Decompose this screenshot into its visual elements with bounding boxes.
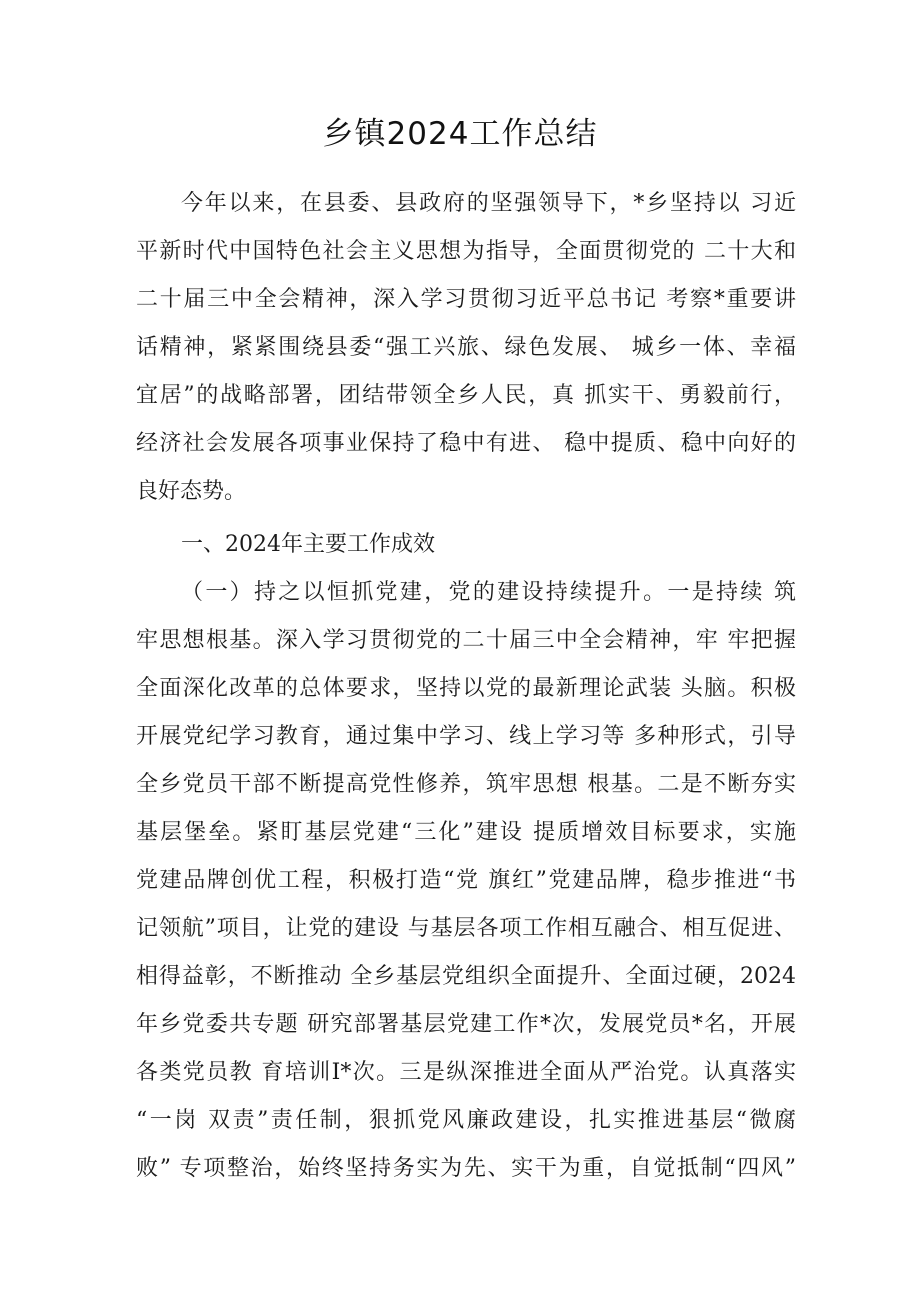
paragraph-line: 经济社会发展各项事业保持了稳中有进、 稳中提质、稳中向好的 bbox=[136, 431, 796, 456]
paragraph-line: 开展党纪学习教育，通过集中学习、线上学习等 多种形式，引导 bbox=[136, 724, 796, 749]
paragraph-line: 话精神，紧紧围绕县委“强工兴旅、绿色发展、 城乡一体、幸福 bbox=[136, 335, 796, 360]
paragraph-line: 良好态势。 bbox=[136, 479, 247, 504]
paragraph-line: “一岗 双责”责任制，狠抓党风廉政建设，扎实推进基层“微腐 bbox=[136, 1108, 796, 1133]
paragraph-line: 牢思想根基。深入学习贯彻党的二十届三中全会精神，牢 牢把握 bbox=[136, 628, 796, 653]
paragraph-line: 败” 专项整治，始终坚持务实为先、实干为重，自觉抵制“四风” bbox=[136, 1156, 796, 1181]
paragraph-line: 相得益彰，不断推动 全乡基层党组织全面提升、全面过硬，2024 bbox=[136, 964, 796, 989]
paragraph-line: 宜居”的战略部署，团结带领全乡人民，真 抓实干、勇毅前行， bbox=[136, 383, 796, 408]
paragraph-line: 全乡党员干部不断提高党性修养，筑牢思想 根基。二是不断夯实 bbox=[136, 772, 796, 797]
paragraph-line: 平新时代中国特色社会主义思想为指导，全面贯彻党的 二十大和 bbox=[136, 239, 796, 264]
paragraph-line: 年乡党委共专题 研究部署基层党建工作*次，发展党员*名，开展 bbox=[136, 1012, 796, 1037]
paragraph-line: 党建品牌创优工程，积极打造“党 旗红”党建品牌，稳步推进“书 bbox=[136, 868, 796, 893]
document-title: 乡镇2024工作总结 bbox=[322, 116, 598, 152]
paragraph-line: 今年以来，在县委、县政府的坚强领导下，*乡坚持以 习近 bbox=[181, 191, 796, 216]
paragraph-line: （一）持之以恒抓党建，党的建设持续提升。一是持续 筑 bbox=[181, 580, 796, 605]
paragraph-line: 全面深化改革的总体要求，坚持以党的最新理论武装 头脑。积极 bbox=[136, 676, 796, 701]
paragraph-line: 基层堡垒。紧盯基层党建“三化”建设 提质增效目标要求，实施 bbox=[136, 820, 796, 845]
paragraph-line: 各类党员教 育培训I*次。三是纵深推进全面从严治党。认真落实 bbox=[136, 1060, 796, 1085]
paragraph-line: 记领航”项目，让党的建设 与基层各项工作相互融合、相互促进、 bbox=[136, 916, 796, 941]
section-heading: 一、2024年主要工作成效 bbox=[181, 532, 435, 557]
paragraph-line: 二十届三中全会精神，深入学习贯彻习近平总书记 考察*重要讲 bbox=[136, 287, 796, 312]
